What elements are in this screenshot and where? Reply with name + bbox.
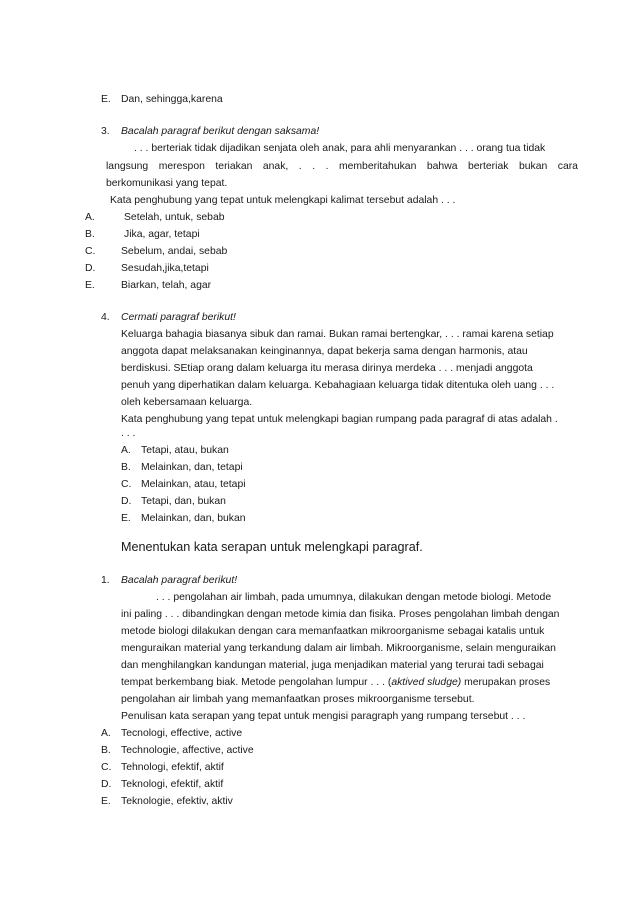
option-text: Tecnologi, effective, active bbox=[121, 728, 243, 739]
question-4-option-b bbox=[121, 462, 243, 474]
italic-term: aktived sludge) bbox=[391, 677, 462, 688]
option-text: Biarkan, telah, agar bbox=[121, 280, 212, 291]
question-4-line: anggota dapat melaksanakan keinginannya, dapat bekerja sama dengan harmonis, atau bbox=[121, 346, 528, 357]
option-label: A. bbox=[85, 212, 95, 223]
question-1-number: 1. bbox=[101, 575, 110, 586]
option-label: B. bbox=[101, 745, 111, 756]
question-4-line: berdiskusi. SEtiap orang dalam keluarga itu merasa dirinya merdeka . . . menjadi anggota bbox=[121, 363, 533, 374]
option-label: B. bbox=[85, 229, 95, 240]
question-3-option-c bbox=[85, 246, 228, 258]
word: . bbox=[325, 161, 329, 172]
question-4-line: penuh yang diperhatikan dalam keluarga. Kebahagiaan keluarga tidak ditentuka oleh uang . . . bbox=[121, 380, 555, 391]
option-text: Melainkan, atau, tetapi bbox=[141, 479, 246, 490]
word: cara bbox=[557, 161, 578, 172]
question-4-option-c bbox=[121, 479, 246, 491]
question-1-instruction: Bacalah paragraf berikut! bbox=[121, 575, 238, 586]
question-3-number: 3. bbox=[101, 126, 110, 137]
question-1-line-with-term bbox=[121, 677, 550, 689]
question-4-option-a bbox=[121, 445, 229, 457]
text-segment: merupakan proses bbox=[461, 677, 551, 688]
word: . bbox=[298, 161, 302, 172]
option-text: Tetapi, dan, bukan bbox=[141, 496, 226, 507]
question-1-line: pengolahan air limbah yang memanfaatkan proses mikroorganisme tersebut. bbox=[121, 694, 475, 705]
option-text: Jika, agar, tetapi bbox=[124, 229, 200, 240]
word: . bbox=[312, 161, 316, 172]
question-1-line: ini paling . . . dibandingkan dengan metode kimia dan fisika. Proses pengolahan limbah dengan bbox=[121, 609, 560, 620]
question-3-option-e bbox=[85, 280, 212, 292]
option-text: Technologie, affective, active bbox=[121, 745, 254, 756]
question-3-prompt: Kata penghubung yang tepat untuk melengkapi kalimat tersebut adalah . . . bbox=[110, 195, 456, 206]
text-segment: tempat berkembang biak. Metode pengolahan lumpur . . . ( bbox=[121, 677, 392, 688]
option-label: D. bbox=[101, 779, 112, 790]
word: teriakan bbox=[215, 161, 253, 172]
question-4-option-e bbox=[121, 513, 246, 525]
option-label: E. bbox=[101, 94, 111, 105]
option-label: C. bbox=[121, 479, 132, 490]
prev-option-e bbox=[101, 94, 223, 106]
question-1-line: dan menghilangkan kandungan material, juga menjadikan material yang terurai tadi sebagai bbox=[121, 660, 544, 671]
question-4-line: . . . bbox=[121, 428, 136, 439]
option-text: Sebelum, andai, sebab bbox=[121, 246, 228, 257]
option-label: A. bbox=[101, 728, 111, 739]
question-3-line: berkomunikasi yang tepat. bbox=[106, 178, 228, 189]
question-1-option-b bbox=[101, 745, 254, 757]
option-text: Teknologie, efektiv, aktiv bbox=[121, 796, 233, 807]
word: bahwa bbox=[426, 161, 458, 172]
question-4-number: 4. bbox=[101, 312, 110, 323]
option-label: E. bbox=[101, 796, 111, 807]
question-1-line: menguraikan material yang terkandung dalam air limbah. Mikroorganisme, selain menguraikan bbox=[121, 643, 556, 654]
option-text: Teknologi, efektif, aktif bbox=[121, 779, 224, 790]
option-label: D. bbox=[85, 263, 96, 274]
option-text: Tehnologi, efektif, aktif bbox=[121, 762, 224, 773]
question-3-line: . . . berteriak tidak dijadikan senjata oleh anak, para ahli menyarankan . . . orang tua tidak bbox=[134, 143, 546, 154]
option-label: E. bbox=[121, 513, 131, 524]
word: langsung bbox=[106, 161, 149, 172]
option-text: Melainkan, dan, bukan bbox=[141, 513, 246, 524]
question-4-option-d bbox=[121, 496, 226, 508]
option-text: Setelah, untuk, sebab bbox=[124, 212, 225, 223]
word: berteriak bbox=[468, 161, 509, 172]
option-label: E. bbox=[85, 280, 95, 291]
question-1-option-e bbox=[101, 796, 233, 808]
option-label: B. bbox=[121, 462, 131, 473]
question-4-line: Kata penghubung yang tepat untuk melengkapi bagian rumpang pada paragraf di atas adalah . bbox=[121, 414, 558, 425]
option-label: C. bbox=[85, 246, 96, 257]
question-1-prompt: Penulisan kata serapan yang tepat untuk mengisi paragraph yang rumpang tersebut . . . bbox=[121, 711, 526, 722]
word: anak, bbox=[262, 161, 289, 172]
option-label: C. bbox=[101, 762, 112, 773]
option-label: A. bbox=[121, 445, 131, 456]
question-3-justified-line bbox=[106, 161, 578, 172]
word: memberitahukan bbox=[338, 161, 417, 172]
question-1-option-c bbox=[101, 762, 224, 774]
option-label: D. bbox=[121, 496, 132, 507]
question-1-line: . . . pengolahan air limbah, pada umumnya, dilakukan dengan metode biologi. Metode bbox=[156, 592, 552, 603]
section-heading: Menentukan kata serapan untuk melengkapi paragraf. bbox=[121, 540, 423, 554]
question-1-option-d bbox=[101, 779, 224, 791]
question-3-option-b bbox=[85, 229, 200, 241]
option-text: Melainkan, dan, tetapi bbox=[141, 462, 243, 473]
question-4-line: oleh kebersamaan keluarga. bbox=[121, 397, 253, 408]
option-text: Dan, sehingga,karena bbox=[121, 94, 223, 105]
question-1-option-a bbox=[101, 728, 243, 740]
question-3-instruction: Bacalah paragraf berikut dengan saksama! bbox=[121, 126, 320, 137]
word: bukan bbox=[518, 161, 548, 172]
question-4-line: Keluarga bahagia biasanya sibuk dan ramai. Bukan ramai bertengkar, . . . ramai karena setiap bbox=[121, 329, 554, 340]
word: merespon bbox=[158, 161, 205, 172]
question-3-option-a bbox=[85, 212, 225, 224]
option-text: Sesudah,jika,tetapi bbox=[121, 263, 209, 274]
option-text: Tetapi, atau, bukan bbox=[141, 445, 229, 456]
question-3-option-d bbox=[85, 263, 209, 275]
question-1-line: metode biologi dilakukan dengan cara memanfaatkan mikroorganisme sebagai katalis untuk bbox=[121, 626, 545, 637]
question-4-instruction: Cermati paragraf berikut! bbox=[121, 312, 236, 323]
